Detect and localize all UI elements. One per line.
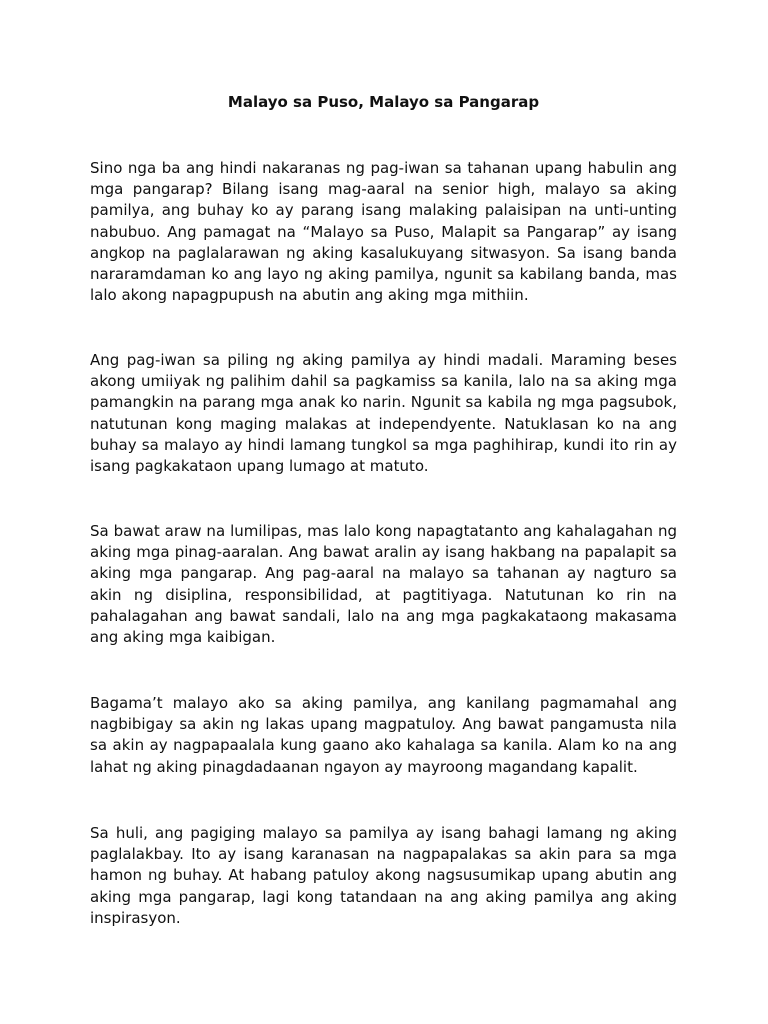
paragraph-4: Bagama’t malayo ako sa aking pamilya, ang kanilang pagmamahal ang nagbibigay sa akin ng lakas upang magpatuloy. Ang bawat pangamusta nila sa akin ay nagpapaalala kung gaano ako kahalaga sa kanila. Alam ko na ang lahat ng aking pinagdadaanan ngayon ay mayroong magandang kapalit.: [90, 694, 677, 776]
paragraph-5: Sa huli, ang pagiging malayo sa pamilya ay isang bahagi lamang ng aking paglalakbay. Ito ay isang karanasan na nagpapalakas sa akin para sa mga hamon ng buhay. At habang patuloy akong nagsusumikap upang abutin ang aking mga pangarap, lagi kong tatandaan na ang aking pamilya ang aking inspirasyon.: [90, 824, 677, 927]
document-title: Malayo sa Puso, Malayo sa Pangarap: [227, 93, 540, 111]
paragraph-3: Sa bawat araw na lumilipas, mas lalo kong napagtatanto ang kahalagahan ng aking mga pinag-aaralan. Ang bawat aralin ay isang hakbang na papalapit sa aking mga pangarap. Ang pag-aaral na malayo sa tahanan ay nagturo sa akin ng disiplina, responsibilidad, at pagtitiyaga. Natutunan ko rin na pahalagahan ang bawat sandali, lalo na ang mga pagkakataong makasama ang aking mga kaibigan.: [90, 522, 677, 647]
paragraph-1: Sino nga ba ang hindi nakaranas ng pag-iwan sa tahanan upang habulin ang mga pangarap? Bilang isang mag-aaral na senior high, malayo sa aking pamilya, ang buhay ko ay parang isang malaking palaisipan na unti-unting nabubuo. Ang pamagat na “Malayo sa Puso, Malapit sa Pangarap” ay isang angkop na paglalarawan ng aking kasalukuyang sitwasyon. Sa isang banda nararamdaman ko ang layo ng aking pamilya, ngunit sa kabilang banda, mas lalo akong napagpupush na abutin ang aking mga mithiin.: [90, 159, 677, 305]
paragraph-2: Ang pag-iwan sa piling ng aking pamilya ay hindi madali. Maraming beses akong umiiyak ng palihim dahil sa pagkamiss sa kanila, lalo na sa aking mga pamangkin na parang mga anak ko narin. Ngunit sa kabila ng mga pagsubok, natutunan kong maging malakas at independyente. Natuklasan ko na ang buhay sa malayo ay hindi lamang tungkol sa mga paghihirap, kundi ito rin ay isang pagkakataon upang lumago at matuto.: [90, 351, 677, 476]
